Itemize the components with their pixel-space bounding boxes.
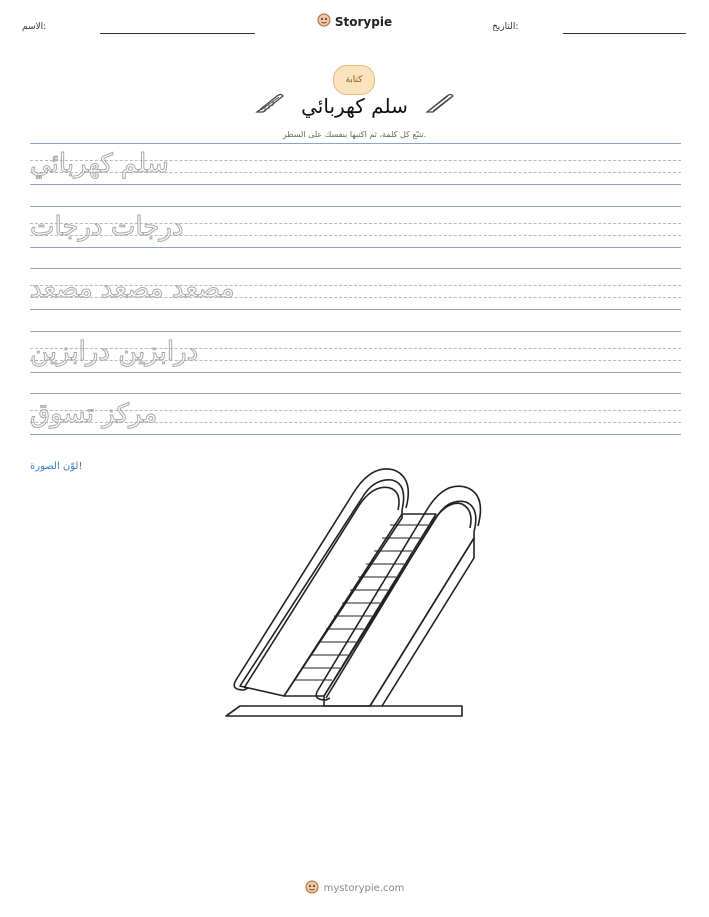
- trace-word: درجات درجات: [30, 212, 184, 242]
- name-label: الاسم:: [22, 22, 47, 32]
- page-title: سلم كهربائي: [301, 94, 408, 118]
- practice-row[interactable]: [30, 143, 681, 203]
- storypie-footer-logo-icon: [305, 880, 319, 897]
- trace-word: درابزين درابزين: [30, 337, 199, 367]
- trace-word: مصعد مصعد مصعد: [30, 274, 235, 304]
- instructions: تتبّع كل كلمة، ثم اكتبها بنفسك على السطر.: [282, 130, 427, 139]
- practice-row[interactable]: [30, 331, 681, 391]
- name-line[interactable]: [100, 33, 255, 34]
- practice-row[interactable]: [30, 268, 681, 328]
- category-badge: كتابة: [333, 65, 375, 95]
- footer-url[interactable]: mystorypie.com: [323, 883, 405, 894]
- date-label: التاريخ:: [492, 22, 519, 32]
- footer: [0, 880, 709, 897]
- escalator-illustration[interactable]: [222, 458, 484, 732]
- practice-row[interactable]: [30, 393, 681, 453]
- trace-word: سلم كهربائي: [30, 149, 169, 179]
- storypie-logo-icon: [317, 12, 331, 31]
- color-prompt: لوّن الصورة!: [30, 461, 83, 472]
- trace-word: مركز تسوق: [30, 399, 158, 429]
- brand: [0, 12, 709, 31]
- escalator-right-icon: [425, 92, 455, 118]
- brand-name: Storypie: [334, 14, 393, 29]
- practice-row[interactable]: [30, 206, 681, 266]
- date-line[interactable]: [563, 33, 686, 34]
